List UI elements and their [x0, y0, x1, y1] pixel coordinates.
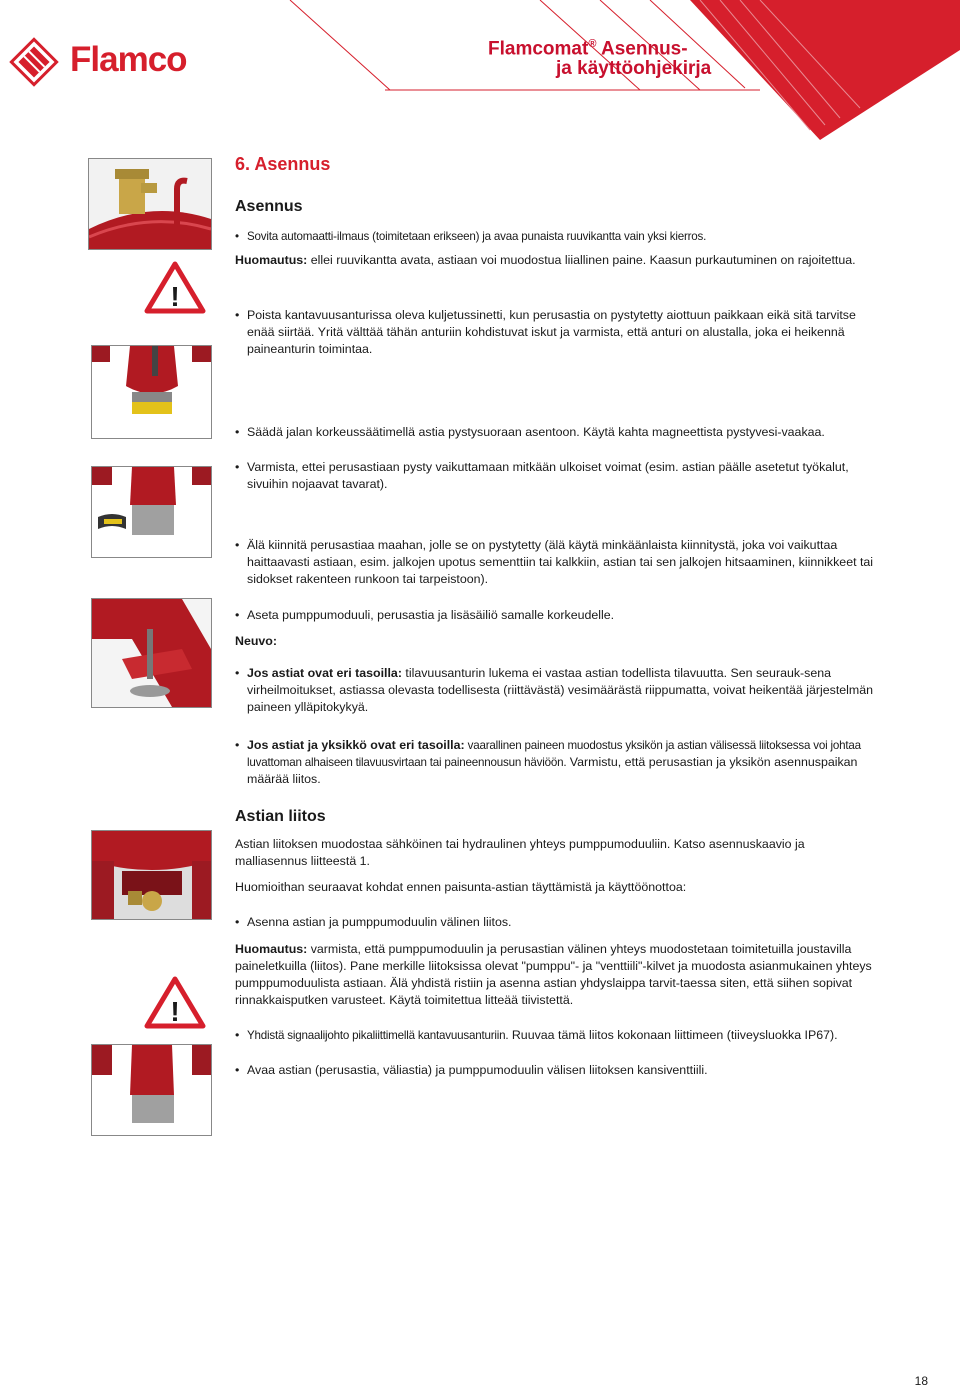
- list-item: [235, 737, 875, 788]
- photo-foot-detail: [91, 598, 212, 708]
- item-text: tilavuusanturin lukema ei vastaa astian todellista tilavuutta. Sen seurauk-sena virheilmoitukset, astiassa olevasta todellisesta (riittävästä) vesimäärästä riippumatta, voivat heikentää järjestelmän paineen ylläpitokykyä.: [247, 666, 874, 714]
- title-line1-suffix: Asennus-: [596, 38, 688, 60]
- photo-vessel-connection: [91, 830, 212, 920]
- main-content: [235, 150, 875, 1079]
- photo-air-vent: [88, 158, 212, 250]
- subsection-title: Astian liitos: [235, 808, 326, 825]
- photo-sensor-connector: [91, 1044, 212, 1136]
- note-paragraph: [235, 252, 875, 269]
- list-item: • Aseta pumppumoduuli, perusastia ja lisäsäiliö samalle korkeudelle.: [235, 607, 875, 624]
- list-item: • Asenna astian ja pumppumoduulin välinen liitos.: [235, 914, 875, 931]
- item-text: voi johtaa luvattoman alhaiseen tilavuusvirtaan tai paineennousun häviöön.: [247, 739, 861, 769]
- note-label: Huomautus:: [235, 942, 308, 956]
- list-item: • Avaa astian (perusastia, väliastia) ja pumppumoduulin välisen liitoksen kansiventtiili.: [235, 1062, 875, 1079]
- note-label: Huomautus:: [235, 253, 308, 267]
- flamco-logo-icon: [8, 36, 60, 88]
- item-text: vaarallinen paineen muodostus yksikön ja astian välisessä liitoksessa: [464, 739, 811, 752]
- item-label: Jos astiat ovat eri tasoilla:: [247, 666, 402, 680]
- list-item: • Varmista, ettei perusastiaan pysty vaikuttamaan mitkään ulkoiset voimat (esim. astian päälle asetetut työkalut, sivuihin nojaavat tavarat).: [235, 459, 875, 493]
- warning-mark: !: [170, 996, 180, 1027]
- item-label: Jos astiat ja yksikkö ovat eri tasoilla:: [247, 738, 465, 752]
- advice-label: Neuvo:: [235, 634, 277, 648]
- warning-icon: [144, 260, 206, 314]
- paragraph: Huomioithan seuraavat kohdat ennen paisunta-astian täyttämistä ja käyttöönottoa:: [235, 880, 687, 894]
- page-number: 18: [914, 1374, 928, 1388]
- photo-adjustable-foot: [91, 466, 212, 558]
- title-line2: ja käyttöohjekirja: [556, 58, 712, 80]
- list-item: [235, 665, 875, 716]
- item-text: Ruuvaa tämä liitos kokonaan liittimeen (tiiveysluokka IP67).: [508, 1028, 838, 1042]
- list-item: • Älä kiinnitä perusastiaa maahan, jolle se on pystytetty (älä käytä minkäänlaista kiinnitystä, joka voi vaikuttaa haittaavasti astiaan, esim. jalkojen upotus sementtiin tai kalkkiin, astian tai sen jalkojen hitsaaminen, kiinnikkeet tai sidokset rakenteen runkoon tai tarpeistoon).: [235, 537, 875, 588]
- title-product: Flamcomat: [488, 38, 589, 60]
- document-title: [488, 34, 711, 79]
- list-item: • Säädä jalan korkeussäätimellä astia pystysuoraan asentoon. Käytä kahta magneettista pystyvesi-vaakaa.: [235, 424, 875, 441]
- photo-load-sensor-seal: [91, 345, 212, 439]
- note-paragraph: [235, 941, 875, 1009]
- section-title: 6. Asennus: [235, 154, 331, 174]
- item-text: Yhdistä signaalijohto pikaliittimellä kantavuusanturiin.: [247, 1029, 509, 1042]
- paragraph: Astian liitoksen muodostaa sähköinen tai hydraulinen yhteys pumppumoduuliin. Katso asennuskaavio ja malliasennus liitteestä 1.: [235, 837, 805, 868]
- logo-wordmark: Flamco: [70, 40, 187, 79]
- warning-mark: !: [170, 281, 180, 312]
- item-text: Varmistu, että perusastian ja yksikön asennuspaikan määrää liitos.: [247, 755, 858, 786]
- flamco-logo: [8, 36, 208, 92]
- list-item: • Sovita automaatti-ilmaus (toimitetaan erikseen) ja avaa punaista ruuvikantta vain yksi kierros.: [235, 228, 875, 245]
- subsection-title: Asennus: [235, 198, 303, 215]
- note-text: varmista, että pumppumoduulin ja perusastian välinen yhteys muodostetaan toimitetuilla joustavilla paineletkuilla (liitos). Pane merkille liitoksissa olevat "pumppu"- ja "venttiili"-kilvet ja muodosta asianmukainen yhteys pumppumoduulista astiaan. Älä yhdistä ristiin ja asenna astian yhdyslaippa tarvit-taessa siten, että siihen sopivat rinnakkaisputken varusteet. Käytä toimitettua litteää tiivistettä.: [235, 942, 872, 1007]
- note-text: ellei ruuvikantta avata, astiaan voi muodostua liiallinen paine. Kaasun purkautuminen on rajoitettua.: [307, 253, 856, 267]
- warning-icon: [144, 975, 206, 1029]
- registered-mark: ®: [588, 38, 597, 50]
- list-item: • Poista kantavuusanturissa oleva kuljetussinetti, kun perusastia on pystytetty aiottuun paikkaan eikä sitä tarvitse enää siirtää. Yritä välttää tähän anturiin kohdistuvat iskut ja varmista, että anturi on alustalla, joka ei heikennä paineanturin toimintaa.: [235, 307, 875, 358]
- list-item: [235, 1027, 875, 1044]
